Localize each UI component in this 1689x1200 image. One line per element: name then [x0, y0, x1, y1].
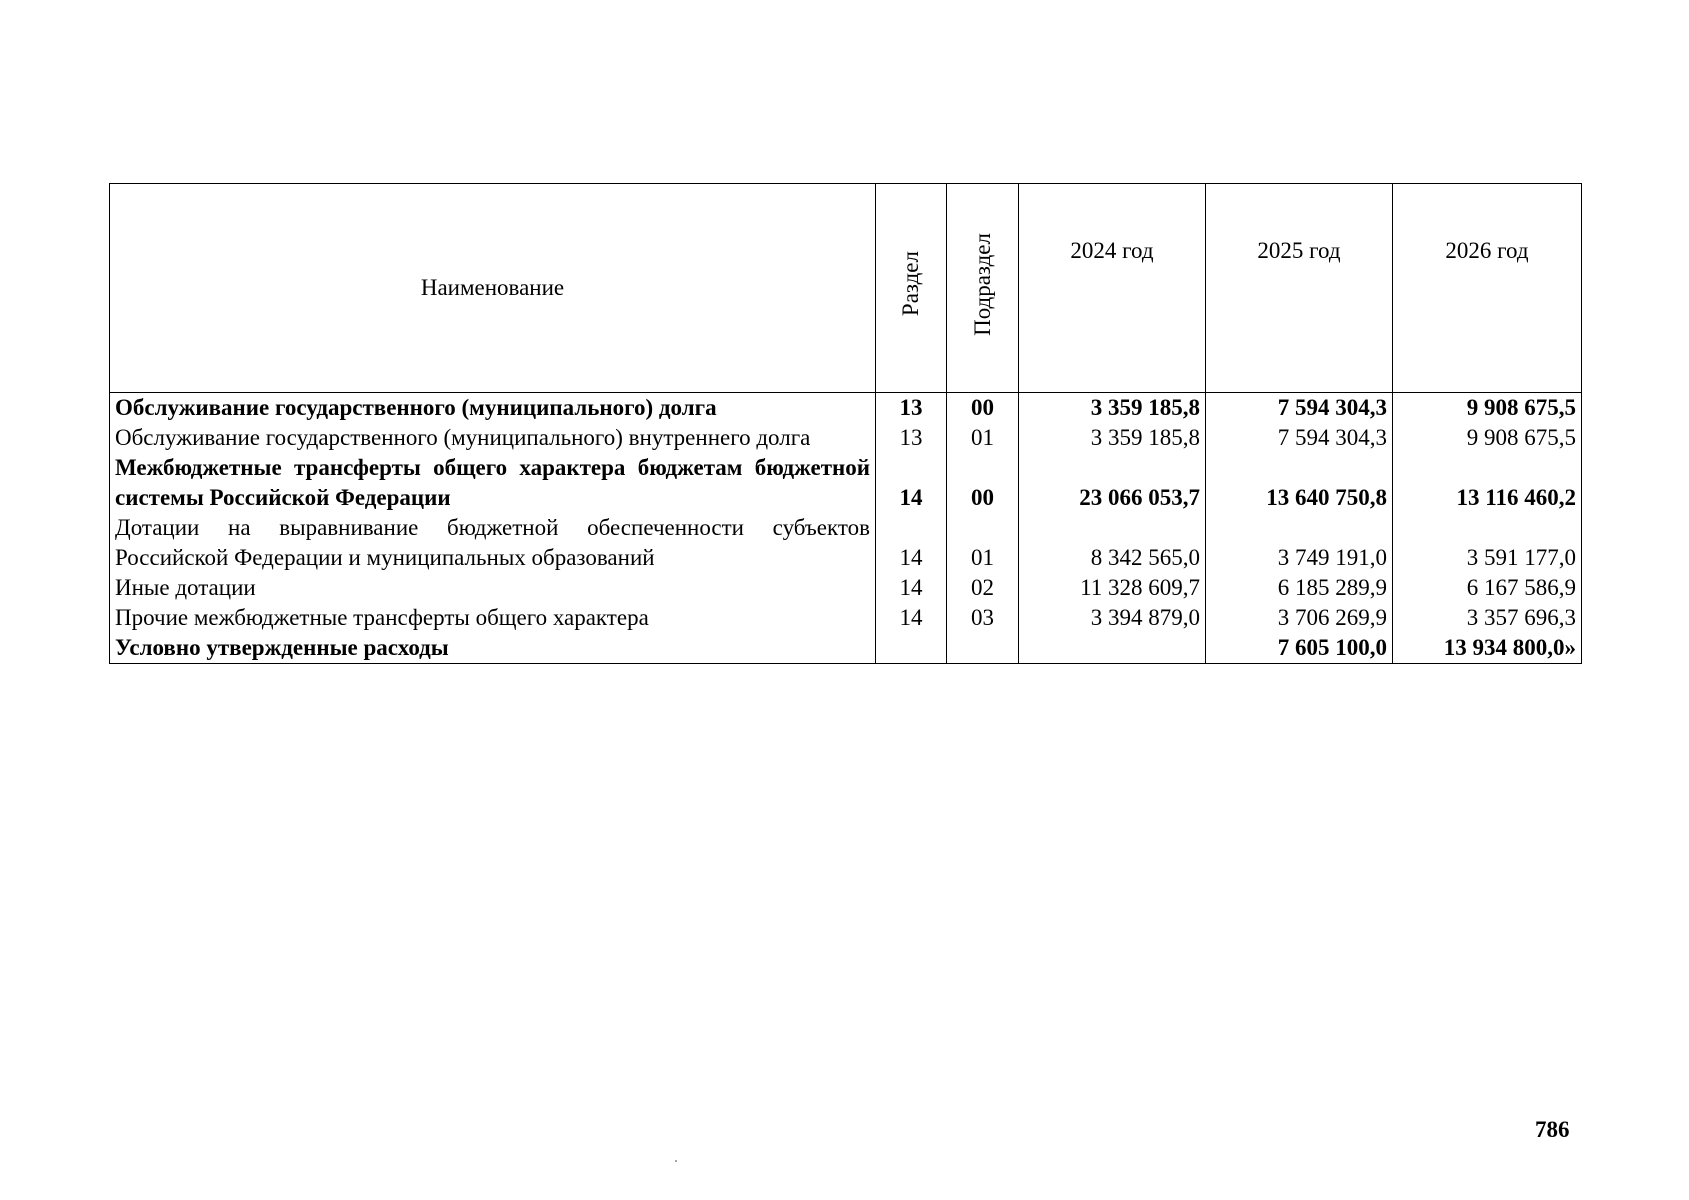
row-2026: 6 167 586,9 — [1393, 573, 1582, 603]
row-name: Прочие межбюджетные трансферты общего характера — [110, 603, 876, 633]
row-2026: 9 908 675,5 — [1393, 393, 1582, 424]
row-name: Условно утвержденные расходы — [110, 633, 876, 664]
row-name: Иные дотации — [110, 573, 876, 603]
page-number: 786 — [1535, 1117, 1570, 1142]
row-subsection: 01 — [947, 513, 1019, 573]
row-2025: 3 706 269,9 — [1206, 603, 1393, 633]
table-header-row — [110, 184, 1582, 393]
row-2026: 9 908 675,5 — [1393, 423, 1582, 453]
row-2024: 8 342 565,0 — [1019, 513, 1206, 573]
row-subsection: 02 — [947, 573, 1019, 603]
row-section — [876, 633, 947, 664]
table-row — [110, 633, 1582, 664]
row-2025: 7 594 304,3 — [1206, 423, 1393, 453]
row-2026: 13 934 800,0» — [1393, 633, 1582, 664]
budget-table — [109, 183, 1582, 664]
row-2026: 3 357 696,3 — [1393, 603, 1582, 633]
header-name: Наименование — [110, 184, 876, 393]
table-row — [110, 393, 1582, 424]
header-2025: 2025 год — [1206, 184, 1393, 393]
row-2024: 3 359 185,8 — [1019, 393, 1206, 424]
row-subsection: 00 — [947, 453, 1019, 513]
row-2025: 7 594 304,3 — [1206, 393, 1393, 424]
row-section: 13 — [876, 393, 947, 424]
table-row — [110, 513, 1582, 573]
row-section: 14 — [876, 513, 947, 573]
table-row — [110, 573, 1582, 603]
row-subsection: 03 — [947, 603, 1019, 633]
row-2025: 6 185 289,9 — [1206, 573, 1393, 603]
row-2025: 7 605 100,0 — [1206, 633, 1393, 664]
row-2024: 23 066 053,7 — [1019, 453, 1206, 513]
table-row — [110, 603, 1582, 633]
header-section: Раздел — [876, 184, 947, 393]
row-section: 14 — [876, 573, 947, 603]
row-subsection: 00 — [947, 393, 1019, 424]
row-section: 13 — [876, 423, 947, 453]
row-name: Обслуживание государственного (муниципального) внутреннего долга — [110, 423, 876, 453]
row-2024: 11 328 609,7 — [1019, 573, 1206, 603]
row-2026: 3 591 177,0 — [1393, 513, 1582, 573]
row-2024: 3 359 185,8 — [1019, 423, 1206, 453]
row-2026: 13 116 460,2 — [1393, 453, 1582, 513]
row-name: Дотации на выравнивание бюджетной обеспеченности субъектов Российской Федерации и муниципальных образований — [110, 513, 876, 573]
row-subsection: 01 — [947, 423, 1019, 453]
row-name: Межбюджетные трансферты общего характера бюджетам бюджетной системы Российской Федерации — [110, 453, 876, 513]
row-name: Обслуживание государственного (муниципального) долга — [110, 393, 876, 424]
row-section: 14 — [876, 453, 947, 513]
header-subsection: Подраздел — [947, 184, 1019, 393]
table-row — [110, 453, 1582, 513]
row-section: 14 — [876, 603, 947, 633]
header-2024: 2024 год — [1019, 184, 1206, 393]
row-2024: 3 394 879,0 — [1019, 603, 1206, 633]
row-subsection — [947, 633, 1019, 664]
table-row — [110, 423, 1582, 453]
row-2024 — [1019, 633, 1206, 664]
scan-speck — [675, 1160, 677, 1162]
header-2026: 2026 год — [1393, 184, 1582, 393]
row-2025: 3 749 191,0 — [1206, 513, 1393, 573]
row-2025: 13 640 750,8 — [1206, 453, 1393, 513]
